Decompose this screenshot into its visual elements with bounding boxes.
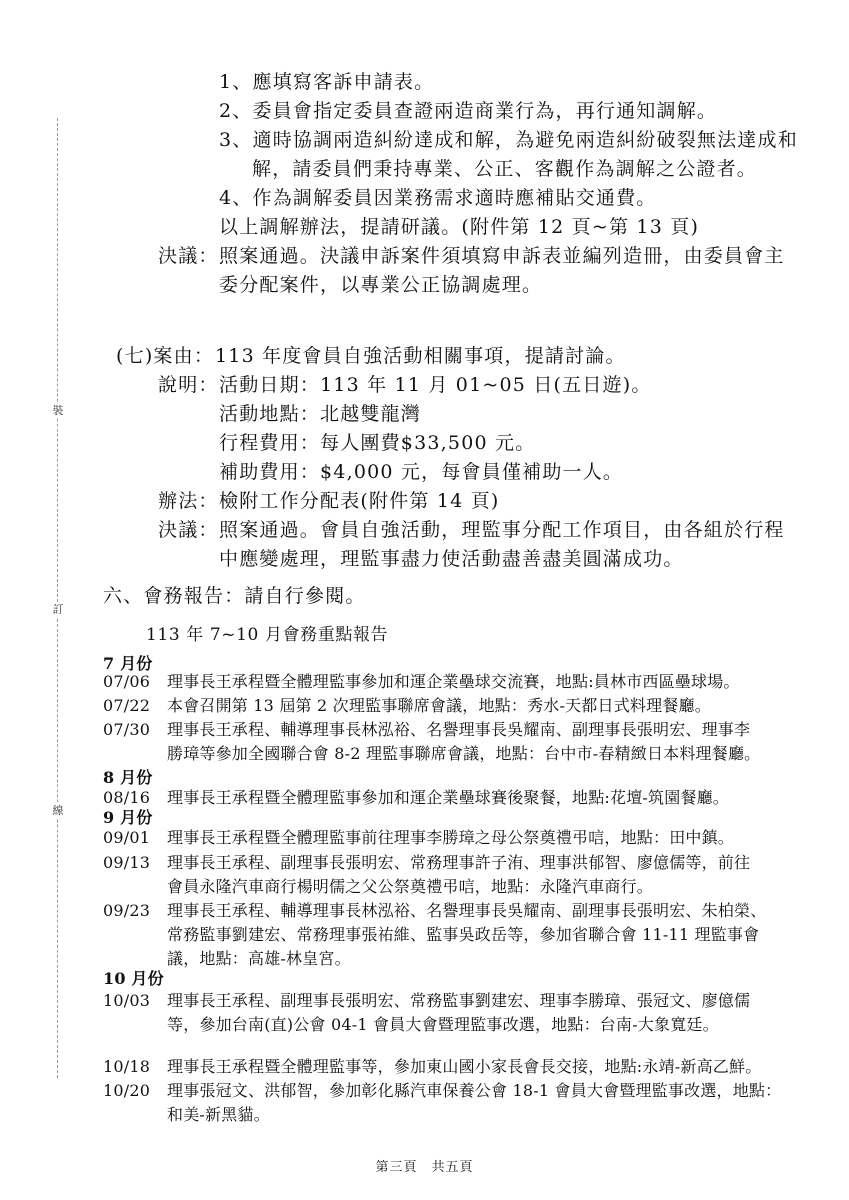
report-entry-0923-continued-2: 議，地點：高雄-林皇宮。 xyxy=(167,949,351,968)
entry-date: 07/22 xyxy=(103,696,151,715)
item7-case-text: 113 年度會員自強活動相關事項，提請討論。 xyxy=(215,345,626,367)
entry-date: 07/30 xyxy=(103,720,151,739)
binding-mark-xian: 線 xyxy=(50,804,66,818)
entry-date: 10/18 xyxy=(103,1057,151,1076)
month-label-september: 9 月份 xyxy=(103,808,153,827)
report-entry-0901 xyxy=(103,826,734,850)
month-label-july: 7 月份 xyxy=(103,654,153,673)
step-conclusion: 以上調解辦法，提請研議。(附件第 12 頁~第 13 頁) xyxy=(219,216,700,238)
report-title: 113 年 7~10 月會務重點報告 xyxy=(146,625,389,645)
item7-date-line: 活動日期：113 年 11 月 01~05 日(五日遊)。 xyxy=(219,374,652,396)
section6-heading: 六、會務報告：請自行參閱。 xyxy=(103,585,366,607)
entry-text: 理事長王承程暨全體理監事等，參加東山國小家長會長交接，地點:永靖-新高乙鮮。 xyxy=(167,1057,762,1076)
item7-resolution-text-continued: 中應變處理，理監事盡力使活動盡善盡美圓滿成功。 xyxy=(219,548,684,570)
month-label-october: 10 月份 xyxy=(103,969,164,988)
entry-date: 09/01 xyxy=(103,828,151,847)
entry-date: 10/20 xyxy=(103,1081,151,1100)
entry-date: 07/06 xyxy=(103,672,151,691)
step-3-continued: 解，請委員們秉持專業、公正、客觀作為調解之公證者。 xyxy=(252,158,758,180)
report-entry-1003 xyxy=(103,989,750,1013)
prev-resolution-label: 決議： xyxy=(158,245,219,267)
item7-subsidy-line: 補助費用：$4,000 元，每會員僅補助一人。 xyxy=(219,461,624,483)
prev-resolution-text-continued: 委分配案件，以專業公正協調處理。 xyxy=(219,274,543,296)
step-4: 4、作為調解委員因業務需求適時應補貼交通費。 xyxy=(219,187,657,209)
report-entry-1020 xyxy=(103,1079,781,1103)
item7-location-line: 活動地點：北越雙龍灣 xyxy=(219,403,422,425)
step-2: 2、委員會指定委員查證兩造商業行為，再行通知調解。 xyxy=(219,100,718,122)
page-number: 第三頁 共五頁 xyxy=(375,1160,474,1175)
entry-date: 08/16 xyxy=(103,788,151,807)
entry-date: 10/03 xyxy=(103,991,151,1010)
item7-resolution-text: 照案通過。會員自強活動，理監事分配工作項目，由各組於行程 xyxy=(219,519,785,541)
report-entry-0816 xyxy=(103,786,729,810)
step-1: 1、應填寫客訴申請表。 xyxy=(219,71,435,93)
report-entry-1018 xyxy=(103,1055,761,1079)
entry-text: 理事長王承程暨全體理監事參加和運企業壘球交流賽，地點:員林市西區壘球場。 xyxy=(167,672,740,691)
report-entry-0730 xyxy=(103,718,750,742)
item7-method-text: 檢附工作分配表(附件第 14 頁) xyxy=(219,490,500,512)
prev-resolution-text: 照案通過。決議申訴案件須填寫申訴表並編列造冊，由委員會主 xyxy=(219,245,785,267)
item7-fee-line: 行程費用：每人團費$33,500 元。 xyxy=(219,432,536,454)
item7-resolution-label: 決議： xyxy=(158,519,219,541)
entry-text: 理事長王承程暨全體理監事參加和運企業壘球賽後聚餐，地點:花壇-筑園餐廳。 xyxy=(167,788,729,807)
item7-explain-label: 說明： xyxy=(158,374,219,396)
entry-text: 理事長王承程暨全體理監事前往理事李勝璋之母公祭奠禮弔唁，地點：田中鎮。 xyxy=(167,828,735,847)
report-entry-0706 xyxy=(103,670,740,694)
binding-dashed-line xyxy=(57,118,58,1078)
entry-date: 09/13 xyxy=(103,853,151,872)
entry-date: 09/23 xyxy=(103,901,151,920)
report-entry-0722 xyxy=(103,694,711,718)
entry-text: 理事張冠文、洪郁智，參加彰化縣汽車保養公會 18-1 會員大會暨理監事改選，地點： xyxy=(167,1081,782,1100)
report-entry-0923-continued-1: 常務監事劉建宏、常務理事張祐維、監事吳政岳等，參加省聯合會 11-11 理監事會 xyxy=(167,925,760,944)
report-entry-0923 xyxy=(103,899,766,923)
item7-method-label: 辦法： xyxy=(158,490,219,512)
report-entry-0913 xyxy=(103,851,750,875)
report-entry-0913-continued: 會員永隆汽車商行楊明儒之父公祭奠禮弔唁，地點：永隆汽車商行。 xyxy=(167,877,654,896)
entry-text: 理事長王承程、輔導理事長林泓裕、名譽理事長吳耀南、副理事長張明宏、朱柏榮、 xyxy=(167,901,767,920)
entry-text: 理事長王承程、副理事長張明宏、常務監事劉建宏、理事李勝璋、張冠文、廖億儒 xyxy=(167,991,751,1010)
entry-text: 理事長王承程、輔導理事長林泓裕、名譽理事長吳耀南、副理事長張明宏、理事李 xyxy=(167,720,751,739)
month-label-august: 8 月份 xyxy=(103,768,153,787)
report-entry-1003-continued: 等，參加台南(直)公會 04-1 會員大會暨理監事改選，地點：台南-大象寬廷。 xyxy=(167,1015,719,1034)
item7-case-label: (七)案由： xyxy=(116,345,215,367)
entry-text: 理事長王承程、副理事長張明宏、常務理事許子洧、理事洪郁智、廖億儒等，前往 xyxy=(167,853,751,872)
report-entry-0730-continued: 勝璋等參加全國聯合會 8-2 理監事聯席會議，地點：台中市-春精緻日本料理餐廳。 xyxy=(167,744,761,763)
entry-text: 本會召開第 13 屆第 2 次理監事聯席會議，地點：秀水-天都日式料理餐廳。 xyxy=(167,696,711,715)
binding-mark-ding: 訂 xyxy=(50,603,66,617)
step-3: 3、適時協調兩造糾紛達成和解，為避免兩造糾紛破裂無法達成和 xyxy=(219,129,798,151)
report-entry-1020-continued: 和美-新黑貓。 xyxy=(167,1105,270,1124)
binding-mark-zhuang: 裝 xyxy=(50,404,66,418)
